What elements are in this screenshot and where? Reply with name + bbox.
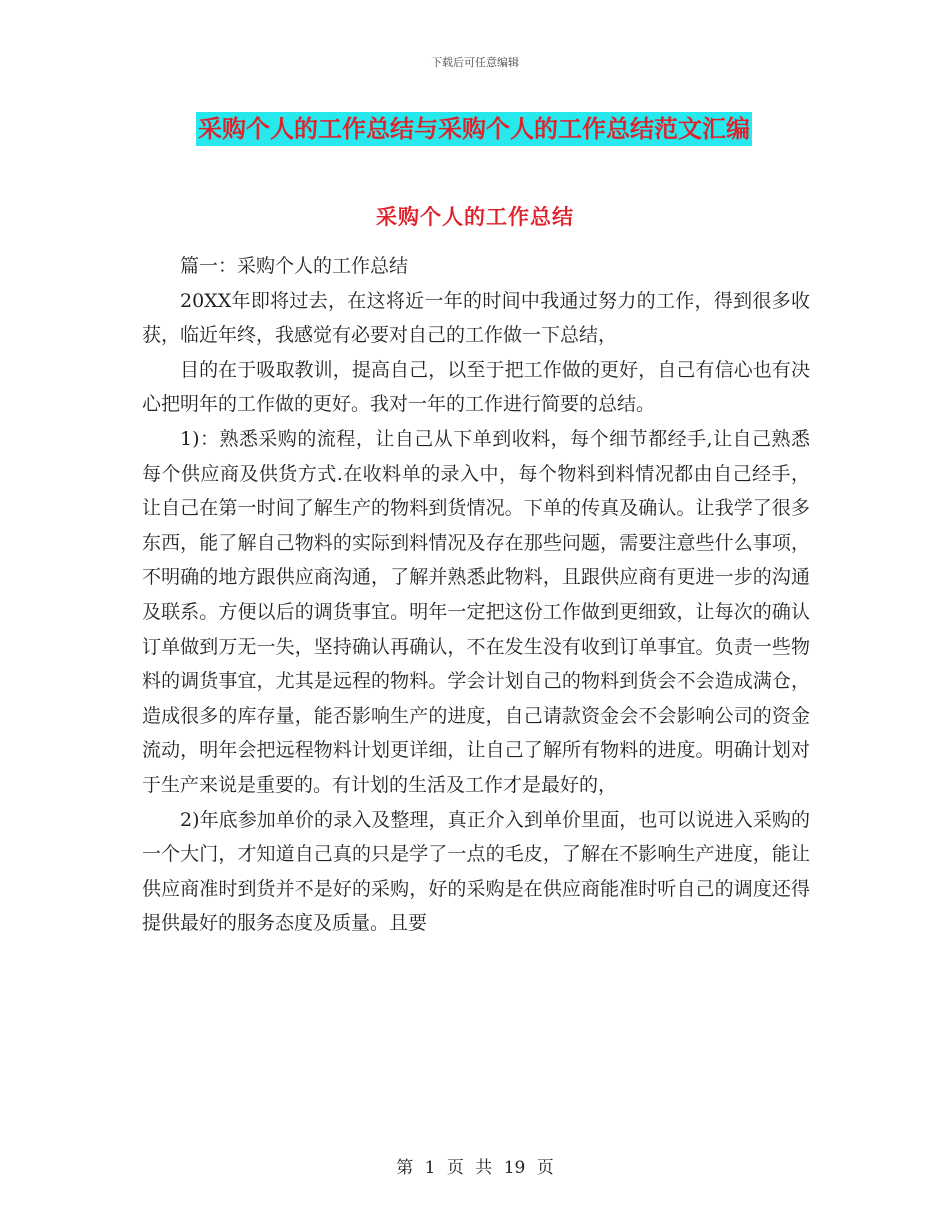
- paragraph-point-1: 1)：熟悉采购的流程，让自己从下单到收料，每个细节都经手,让自己熟悉每个供应商及供货方式.在收料单的录入中，每个物料到料情况都由自己经手，让自己在第一时间了解生产的物料到货情况。下单的传真及确认。让我学了很多东西，能了解自己物料的实际到料情况及存在那些问题，需要注意些什么事项，不明确的地方跟供应商沟通，了解并熟悉此物料，且跟供应商有更进一步的沟通及联系。方便以后的调货事宜。明年一定把这份工作做到更细致，让每次的确认订单做到万无一失，坚持确认再确认，不在发生没有收到订单事宜。负责一些物料的调货事宜，尤其是远程的物料。学会计划自己的物料到货会不会造成满仓，造成很多的库存量，能否影响生产的进度，自己请款资金会不会影响公司的资金流动，明年会把远程物料计划更详细，让自己了解所有物料的进度。明确计划对于生产来说是重要的。有计划的生活及工作才是最好的，: [142, 427, 810, 796]
- section-title: 采购个人的工作总结: [376, 205, 574, 229]
- paragraph-purpose: 目的在于吸取教训，提高自己，以至于把工作做的更好，自己有信心也有决心把明年的工作做的更好。我对一年的工作进行简要的总结。: [142, 358, 810, 416]
- document-body: [142, 249, 810, 941]
- page-number-footer: 第 1 页 共 19 页: [396, 1158, 554, 1178]
- paragraph-point-2: 2)年底参加单价的录入及整理，真正介入到单价里面，也可以说进入采购的一个大门，才知道自己真的只是学了一点的毛皮，了解在不影响生产进度，能让供应商准时到货并不是好的采购，好的采购是在供应商能准时听自己的调度还得提供最好的服务态度及质量。且要: [142, 808, 810, 935]
- page-header-note: 下载后可任意编辑: [431, 56, 519, 69]
- document-main-title: 采购个人的工作总结与采购个人的工作总结范文汇编: [196, 112, 752, 146]
- paragraph-intro: 20XX年即将过去，在这将近一年的时间中我通过努力的工作，得到很多收获，临近年终，我感觉有必要对自己的工作做一下总结，: [142, 289, 810, 347]
- paragraph-chapter-heading: 篇一：采购个人的工作总结: [180, 255, 409, 277]
